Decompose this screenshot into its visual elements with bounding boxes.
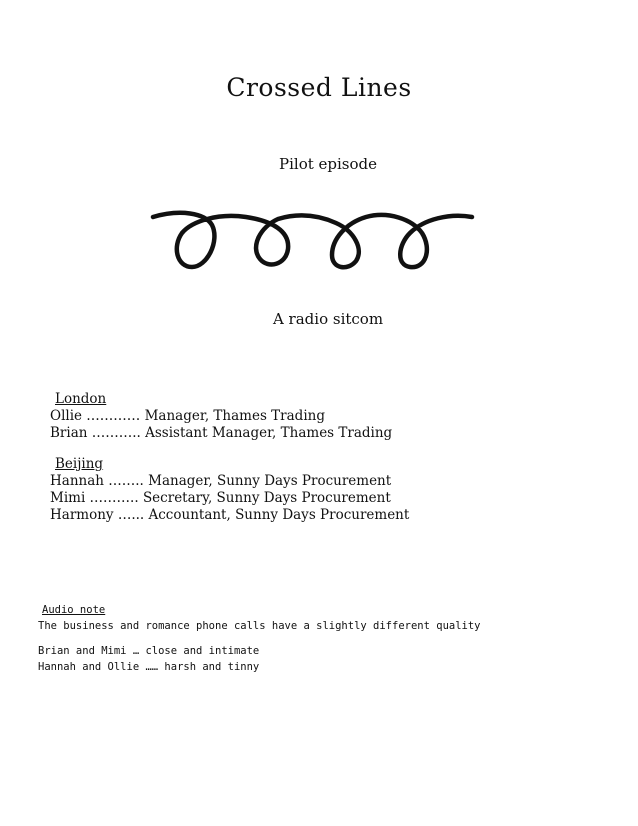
leader-dots: …………: [82, 408, 145, 424]
character-name: Brian: [50, 425, 88, 441]
leader-dots: ………..: [87, 425, 146, 441]
cord-path: [153, 213, 472, 267]
audio-note-line: Brian and Mimi … close and intimate: [38, 645, 260, 657]
character-role: Accountant, Sunny Days Procurement: [148, 507, 410, 523]
script-title: Crossed Lines: [226, 73, 412, 102]
cast-row: [50, 473, 409, 490]
character-role: Secretary, Sunny Days Procurement: [142, 490, 391, 506]
cast-row: [50, 490, 409, 507]
character-name: Mimi: [50, 490, 86, 506]
spacer: [38, 634, 481, 643]
audio-note: [38, 602, 481, 675]
leader-dots: ……..: [103, 473, 149, 489]
character-role: Manager, Sunny Days Procurement: [148, 473, 392, 489]
leader-dots: …...: [113, 507, 149, 523]
cast-group-heading: Beijing: [55, 456, 104, 472]
character-name: Harmony: [50, 507, 114, 523]
telephone-cord-coil-icon: [150, 205, 475, 280]
audio-note-intro: The business and romance phone calls have a slightly different quality: [38, 620, 481, 632]
cast-row: [50, 408, 392, 425]
cast-group-london: [50, 391, 392, 442]
character-name: Ollie: [50, 408, 83, 424]
tagline: A radio sitcom: [272, 310, 384, 328]
character-role: Manager, Thames Trading: [144, 408, 325, 424]
cast-group-beijing: [50, 456, 409, 524]
leader-dots: ………..: [85, 490, 143, 506]
cast-group-heading: London: [55, 391, 107, 407]
cast-row: [50, 425, 392, 442]
audio-note-line: Hannah and Ollie …… harsh and tinny: [38, 661, 260, 673]
character-role: Assistant Manager, Thames Trading: [145, 425, 393, 441]
character-name: Hannah: [50, 473, 104, 489]
cast-row: [50, 507, 409, 524]
episode-subtitle: Pilot episode: [279, 155, 377, 173]
audio-note-heading: Audio note: [42, 604, 106, 616]
